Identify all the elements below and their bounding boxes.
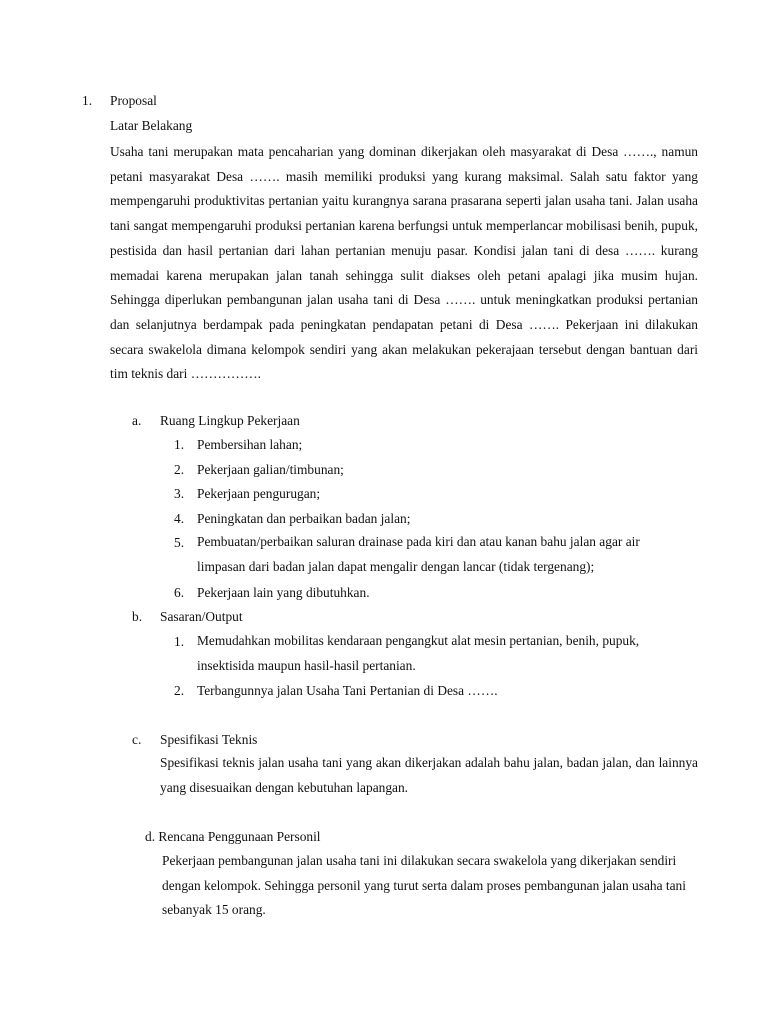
target-item-number: 2. [174, 683, 185, 698]
spec-label: c. [132, 732, 142, 747]
personnel-title: d. Rencana Penggunaan Personil [145, 829, 321, 844]
section-title: Proposal [110, 93, 157, 108]
spec-paragraph: Spesifikasi teknis jalan usaha tani yang akan dikerjakan adalah bahu jalan, badan jalan, dan lainnya yang disesuaikan dengan kebutuhan lapangan. [160, 755, 698, 795]
spec-title: Spesifikasi Teknis [160, 732, 258, 747]
scope-item-text: Pekerjaan galian/timbunan; [197, 462, 344, 477]
scope-item-text: Peningkatan dan perbaikan badan jalan; [197, 511, 411, 526]
target-item-text: Terbangunnya jalan Usaha Tani Pertanian di Desa ……. [197, 683, 498, 698]
scope-item-text: Pembuatan/perbaikan saluran drainase pada kiri dan atau kanan bahu jalan agar air limpasan dari badan jalan dapat mengalir dengan lancar (tidak tergenang); [197, 534, 640, 574]
target-label: b. [132, 609, 143, 624]
scope-item-number: 4. [174, 511, 185, 526]
scope-item-number: 5. [174, 535, 185, 550]
section-number: 1. [82, 93, 93, 108]
scope-title: Ruang Lingkup Pekerjaan [160, 413, 300, 428]
scope-item-number: 2. [174, 462, 185, 477]
scope-item-text: Pekerjaan pengurugan; [197, 486, 321, 501]
personnel-paragraph: Pekerjaan pembangunan jalan usaha tani ini dilakukan secara swakelola yang dikerjakan sendiri dengan kelompok. Sehingga personil yang turut serta dalam proses pembangunan jalan usaha tani sebanyak 15 orang. [162, 853, 686, 917]
scope-item-text: Pekerjaan lain yang dibutuhkan. [197, 585, 370, 600]
scope-item-number: 3. [174, 486, 185, 501]
target-item-text: Memudahkan mobilitas kendaraan pengangkut alat mesin pertanian, benih, pupuk, insektisida maupun hasil-hasil pertanian. [197, 633, 640, 673]
scope-label: a. [132, 413, 142, 428]
section-subtitle: Latar Belakang [110, 118, 193, 133]
scope-item-number: 6. [174, 585, 185, 600]
target-item-number: 1. [174, 634, 185, 649]
target-title: Sasaran/Output [160, 609, 243, 624]
scope-item-text: Pembersihan lahan; [197, 437, 303, 452]
background-paragraph: Usaha tani merupakan mata pencaharian yang dominan dikerjakan oleh masyarakat di Desa ……., namun petani masyarakat Desa ……. masih memiliki produksi yang kurang maksimal. Salah satu faktor yang mempengaruhi produktivitas pertanian yaitu kurangnya sarana prasarana seperti jalan usaha tani. Jalan usaha tani sangat mempengaruhi produksi pertanian karena berfungsi untuk memperlancar mobilisasi benih, pupuk, pestisida dan hasil pertanian dari lahan pertanian menuju pasar. Kondisi jalan tani di desa ……. kurang memadai karena merupakan jalan tanah sehingga sulit diakses oleh petani apalagi jika musim hujan. Sehingga diperlukan pembangunan jalan usaha tani di Desa ……. untuk meningkatkan produksi pertanian dan selanjutnya berdampak pada peningkatan pendapatan petani di Desa ……. Pekerjaan ini dilakukan secara swakelola dimana kelompok sendiri yang akan melakukan pekerajaan tersebut dengan bantuan dari tim teknis dari ……………. [110, 144, 698, 382]
scope-item-number: 1. [174, 437, 185, 452]
